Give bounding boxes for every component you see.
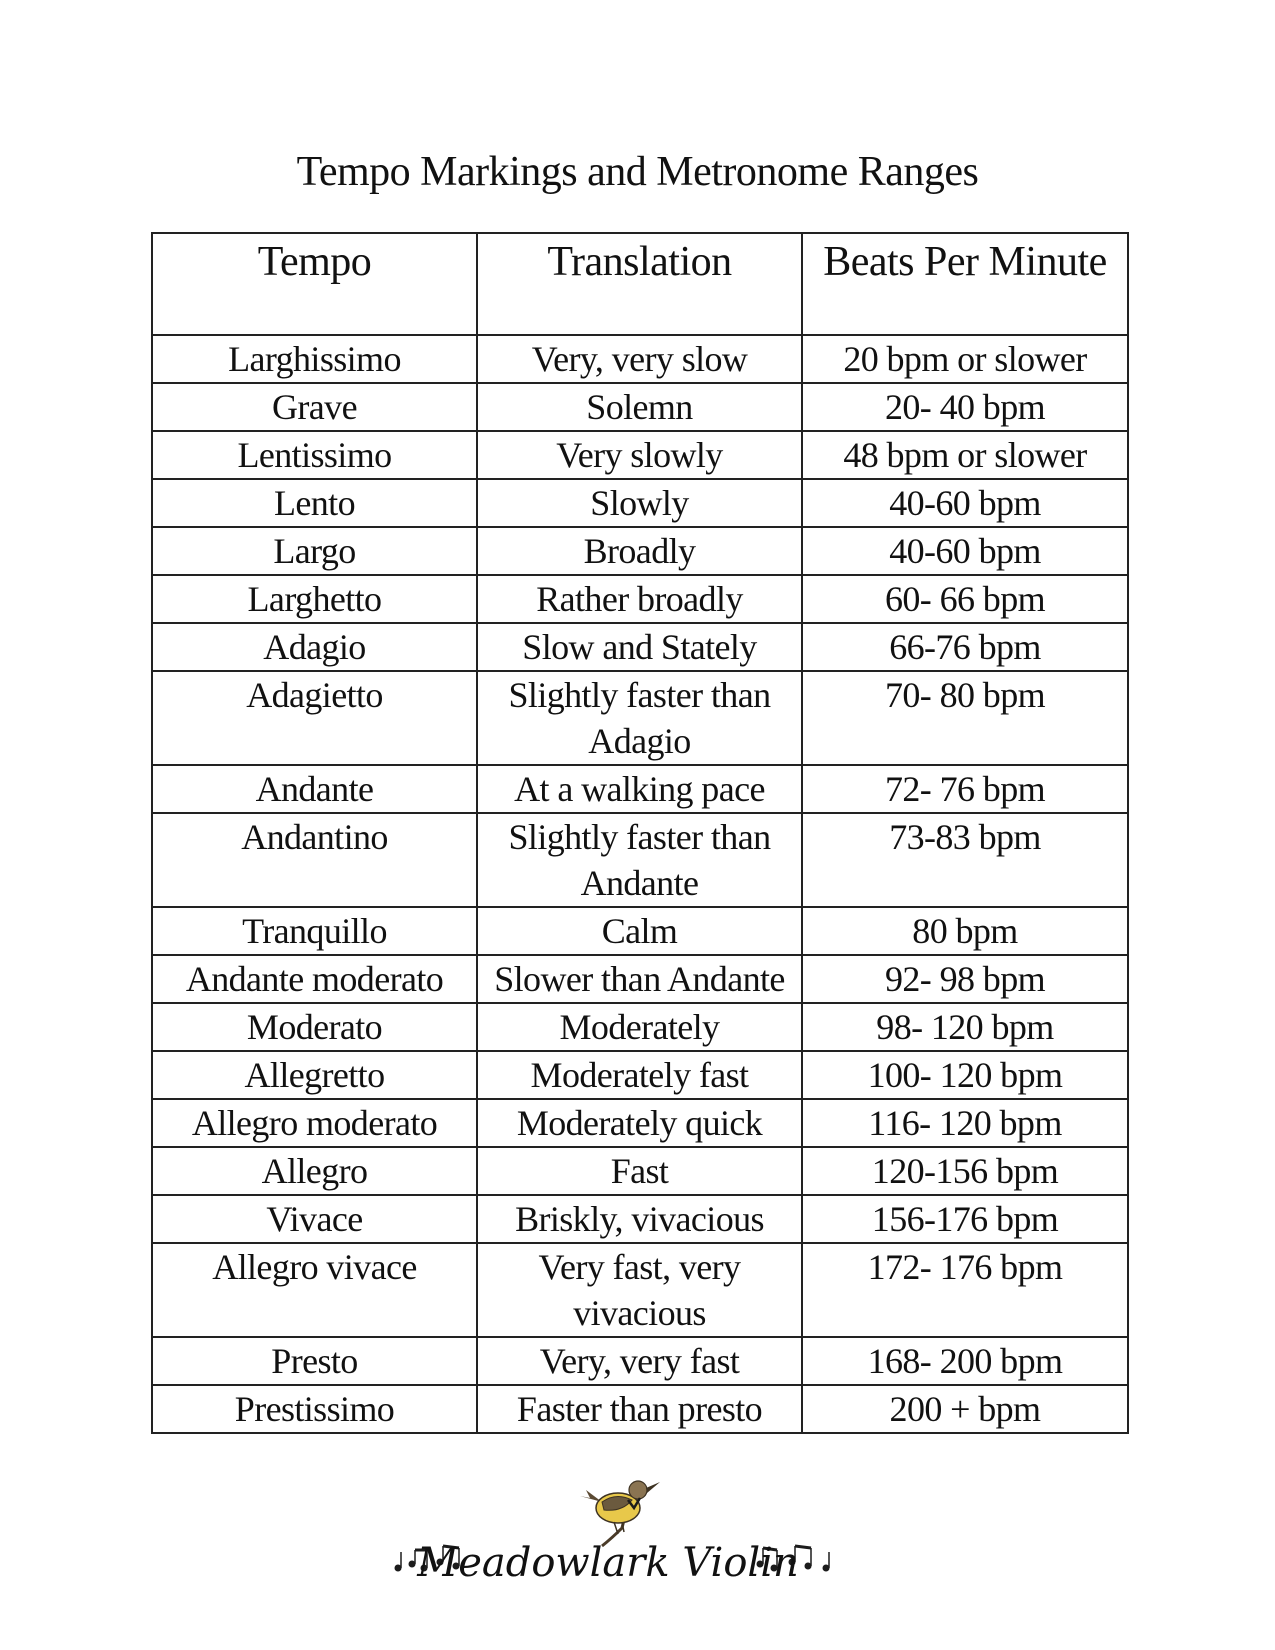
header-bpm: Beats Per Minute bbox=[802, 233, 1128, 335]
meadowlark-violin-logo bbox=[390, 1468, 870, 1618]
table-row bbox=[152, 383, 1128, 431]
table-header-row bbox=[152, 233, 1128, 335]
translation-cell: Very fast, very vivacious bbox=[477, 1243, 802, 1337]
bpm-cell: 40-60 bpm bbox=[802, 479, 1128, 527]
translation-cell: Slightly faster than Andante bbox=[477, 813, 802, 907]
bpm-cell: 40-60 bpm bbox=[802, 527, 1128, 575]
table-row bbox=[152, 813, 1128, 907]
table-row bbox=[152, 575, 1128, 623]
page-title: Tempo Markings and Metronome Ranges bbox=[296, 149, 979, 195]
table-row bbox=[152, 955, 1128, 1003]
bpm-cell: 92- 98 bpm bbox=[802, 955, 1128, 1003]
tempo-cell: Larghetto bbox=[152, 575, 477, 623]
translation-cell: Slightly faster than Adagio bbox=[477, 671, 802, 765]
bpm-cell: 72- 76 bpm bbox=[802, 765, 1128, 813]
tempo-cell: Allegretto bbox=[152, 1051, 477, 1099]
table-row bbox=[152, 527, 1128, 575]
translation-cell: At a walking pace bbox=[477, 765, 802, 813]
header-tempo: Tempo bbox=[152, 233, 477, 335]
table-row bbox=[152, 623, 1128, 671]
translation-cell: Slowly bbox=[477, 479, 802, 527]
translation-cell: Solemn bbox=[477, 383, 802, 431]
bpm-cell: 60- 66 bpm bbox=[802, 575, 1128, 623]
logo-wordmark: Meadowlark Violin bbox=[417, 1540, 799, 1586]
tempo-cell: Moderato bbox=[152, 1003, 477, 1051]
bpm-cell: 20 bpm or slower bbox=[802, 335, 1128, 383]
tempo-cell: Prestissimo bbox=[152, 1385, 477, 1433]
tempo-table bbox=[151, 232, 1129, 1434]
tempo-cell: Allegro vivace bbox=[152, 1243, 477, 1337]
bpm-cell: 116- 120 bpm bbox=[802, 1099, 1128, 1147]
translation-cell: Moderately fast bbox=[477, 1051, 802, 1099]
table-row bbox=[152, 907, 1128, 955]
tempo-cell: Andante moderato bbox=[152, 955, 477, 1003]
tempo-cell: Larghissimo bbox=[152, 335, 477, 383]
tempo-cell: Adagietto bbox=[152, 671, 477, 765]
tempo-cell: Tranquillo bbox=[152, 907, 477, 955]
bpm-cell: 120-156 bpm bbox=[802, 1147, 1128, 1195]
translation-cell: Moderately bbox=[477, 1003, 802, 1051]
tempo-cell: Vivace bbox=[152, 1195, 477, 1243]
bpm-cell: 73-83 bpm bbox=[802, 813, 1128, 907]
translation-cell: Calm bbox=[477, 907, 802, 955]
table-row bbox=[152, 1337, 1128, 1385]
table-row bbox=[152, 671, 1128, 765]
tempo-cell: Andante bbox=[152, 765, 477, 813]
tempo-cell: Presto bbox=[152, 1337, 477, 1385]
translation-cell: Slow and Stately bbox=[477, 623, 802, 671]
translation-cell: Rather broadly bbox=[477, 575, 802, 623]
tempo-cell: Allegro bbox=[152, 1147, 477, 1195]
table-row bbox=[152, 765, 1128, 813]
translation-cell: Faster than presto bbox=[477, 1385, 802, 1433]
bpm-cell: 70- 80 bpm bbox=[802, 671, 1128, 765]
translation-cell: Very, very slow bbox=[477, 335, 802, 383]
tempo-cell: Lentissimo bbox=[152, 431, 477, 479]
bpm-cell: 20- 40 bpm bbox=[802, 383, 1128, 431]
table-row bbox=[152, 1147, 1128, 1195]
translation-cell: Very slowly bbox=[477, 431, 802, 479]
table-row bbox=[152, 479, 1128, 527]
table-row bbox=[152, 1051, 1128, 1099]
tempo-cell: Andantino bbox=[152, 813, 477, 907]
translation-cell: Slower than Andante bbox=[477, 955, 802, 1003]
bpm-cell: 168- 200 bpm bbox=[802, 1337, 1128, 1385]
table-row bbox=[152, 1385, 1128, 1433]
bpm-cell: 98- 120 bpm bbox=[802, 1003, 1128, 1051]
table-row bbox=[152, 431, 1128, 479]
header-translation: Translation bbox=[477, 233, 802, 335]
table-row bbox=[152, 1243, 1128, 1337]
bpm-cell: 66-76 bpm bbox=[802, 623, 1128, 671]
table-row bbox=[152, 1099, 1128, 1147]
bpm-cell: 80 bpm bbox=[802, 907, 1128, 955]
translation-cell: Fast bbox=[477, 1147, 802, 1195]
tempo-cell: Allegro moderato bbox=[152, 1099, 477, 1147]
meadowlark-bird-icon bbox=[580, 1481, 660, 1546]
bpm-cell: 172- 176 bpm bbox=[802, 1243, 1128, 1337]
bpm-cell: 100- 120 bpm bbox=[802, 1051, 1128, 1099]
translation-cell: Broadly bbox=[477, 527, 802, 575]
table-row bbox=[152, 1003, 1128, 1051]
translation-cell: Briskly, vivacious bbox=[477, 1195, 802, 1243]
tempo-cell: Grave bbox=[152, 383, 477, 431]
bpm-cell: 156-176 bpm bbox=[802, 1195, 1128, 1243]
bpm-cell: 48 bpm or slower bbox=[802, 431, 1128, 479]
bpm-cell: 200 + bpm bbox=[802, 1385, 1128, 1433]
translation-cell: Moderately quick bbox=[477, 1099, 802, 1147]
tempo-cell: Lento bbox=[152, 479, 477, 527]
table-row bbox=[152, 1195, 1128, 1243]
tempo-cell: Largo bbox=[152, 527, 477, 575]
table-row bbox=[152, 335, 1128, 383]
translation-cell: Very, very fast bbox=[477, 1337, 802, 1385]
tempo-cell: Adagio bbox=[152, 623, 477, 671]
